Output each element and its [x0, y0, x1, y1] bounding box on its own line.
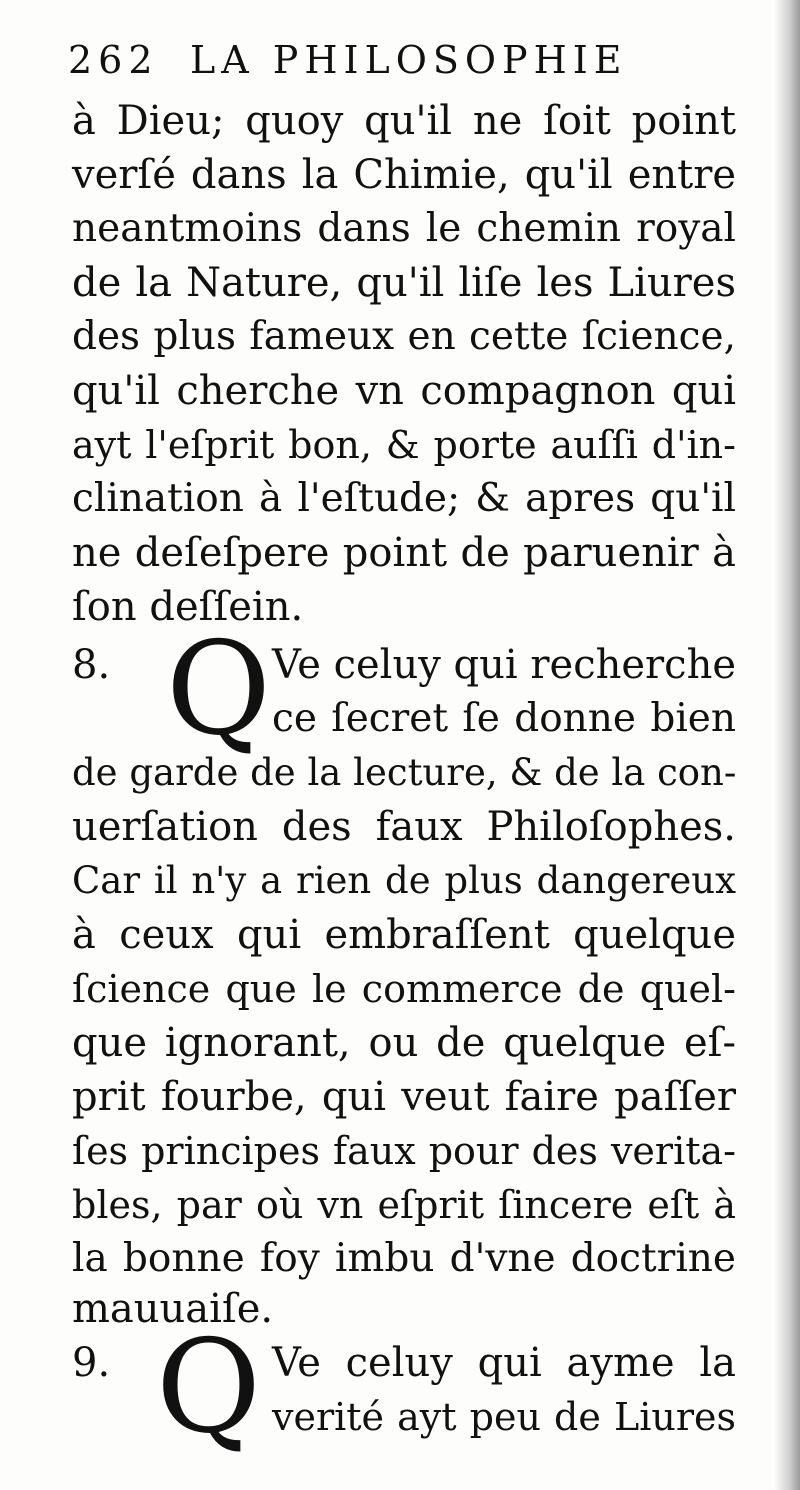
text-line: des plus fameux en cette ſcience,	[72, 314, 736, 359]
text-line: ne deſeſpere point de paruenir à	[72, 530, 736, 576]
text-line: de la Nature, qu'il liſe les Liures	[72, 260, 736, 306]
text-line: neantmoins dans le chemin royal	[72, 206, 736, 251]
text-line: à Dieu; quoy qu'il ne ſoit point	[72, 98, 736, 144]
page-header	[68, 38, 728, 88]
text-line: verité ayt peu de Liures	[272, 1395, 736, 1439]
text-line: ſcience que le commerce de quel-	[72, 967, 736, 1011]
section-number-9: 9.	[72, 1340, 111, 1386]
text-line: ce ſecret ſe donne bien	[272, 696, 736, 741]
text-line: ſes principes faux pour des verita-	[72, 1129, 736, 1173]
text-line: mauuaiſe.	[72, 1286, 274, 1332]
running-title: LA PHILOSOPHIE	[190, 38, 628, 82]
text-line: Ve celuy qui recherche	[272, 642, 737, 688]
text-line: prit fourbe, qui veut faire paſſer	[72, 1074, 736, 1120]
text-line: bles, par où vn eſprit ſincere eſt à	[72, 1183, 736, 1227]
text-line: que ignorant, ou de quelque eſ-	[72, 1020, 736, 1066]
text-line: ayt l'eſprit bon, & porte auſſi d'in-	[72, 423, 736, 467]
page-number: 262	[68, 38, 159, 82]
text-line: verſé dans la Chimie, qu'il entre	[72, 152, 736, 198]
drop-cap-initial: Q	[166, 615, 271, 764]
page-edge-shadow	[774, 0, 800, 1490]
section-number-8: 8.	[72, 642, 111, 688]
text-line: clination à l'eſtude; & apres qu'il	[72, 476, 736, 521]
text-line: uerſation des faux Philoſophes.	[72, 804, 736, 850]
text-line: la bonne foy imbu d'vne doctrine	[72, 1236, 736, 1281]
text-line: Car il n'y a rien de plus dangereux	[72, 859, 736, 902]
text-line: ſon deſſein.	[72, 584, 304, 630]
text-line: à ceux qui embraſſent quelque	[72, 912, 736, 958]
text-line: Ve celuy qui ayme la	[272, 1340, 736, 1386]
drop-cap-initial: Q	[156, 1313, 261, 1462]
text-line: de garde de la lecture, & de la con-	[72, 751, 737, 794]
text-line: qu'il cherche vn compagnon qui	[72, 368, 736, 414]
